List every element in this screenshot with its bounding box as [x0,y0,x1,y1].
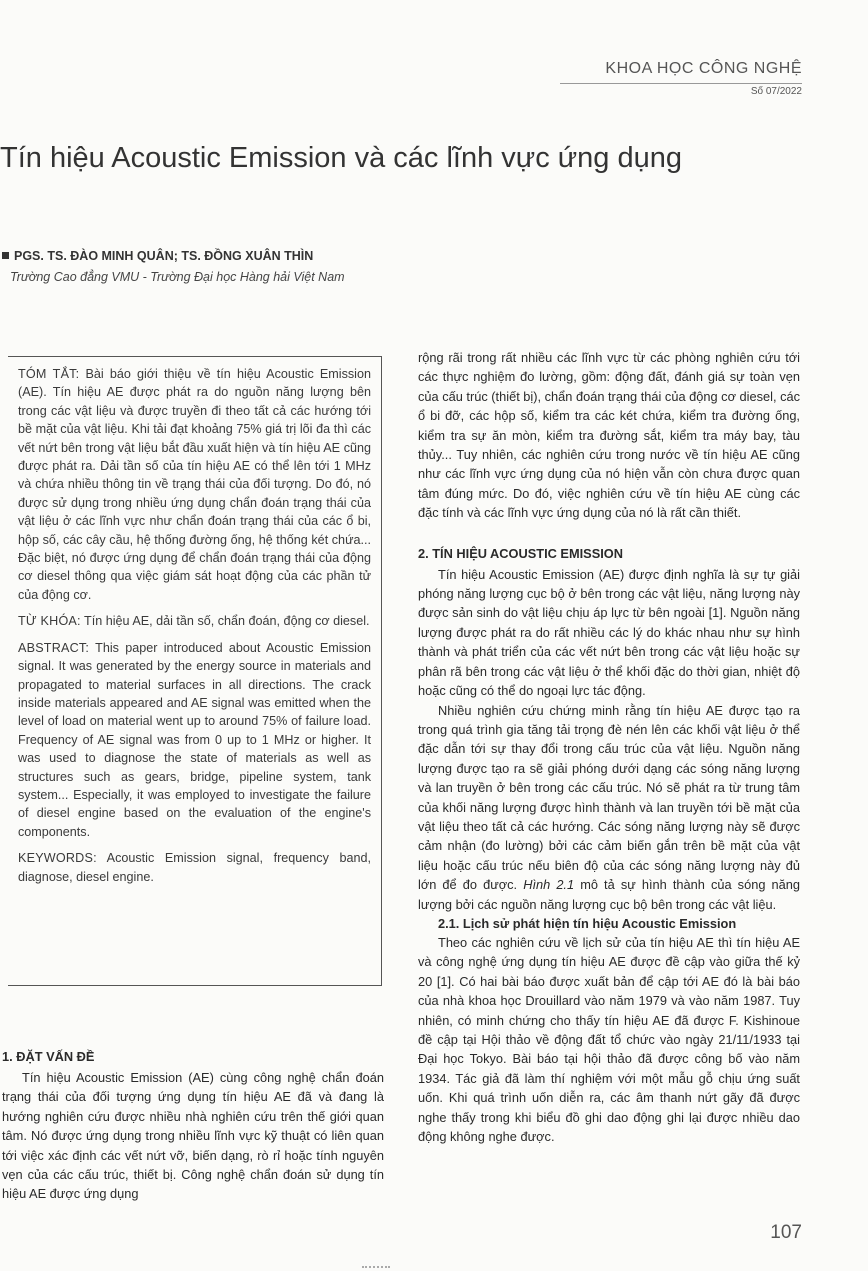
keywords-vi [18,612,371,630]
left-column [2,1048,384,1204]
journal-section-header: KHOA HỌC CÔNG NGHỆ [605,60,802,77]
subsection-2-1-heading: 2.1. Lịch sử phát hiện tín hiệu Acoustic Emission [438,915,737,931]
issue-number: Số 07/2022 [750,86,802,97]
figure-reference: Hình 2.1 [523,877,575,893]
bottom-mark [362,1266,390,1268]
page-number: 107 [770,1222,802,1243]
affiliation: Trường Cao đẳng VMU - Trường Đại học Hàng hải Việt Nam [10,270,345,284]
subsection-2-1-paragraph: Theo các nghiên cứu về lịch sử của tín hiệu AE thì tín hiệu AE và công nghệ ứng dụng tín hiệu AE được đề cập vào giữa thế kỷ 20 [1]. Có hai bài báo được xuất bản để cập tới AE đó là bài báo của nhà khoa học Drouillard vào năm 1979 và vào năm 1987. Tuy nhiên, có minh chứng cho thấy tín hiệu AE đã được F. Kishinoue đề cập tại Hội thảo về động đất tổ chức vào ngày 21/11/1933 tại Đại học Tokyo. Bài báo tại hội thảo đã được công bố vào năm 1934. Tác giả đã làm thí nghiệm với một mẫu gỗ chịu ứng suất uốn. Khi quá trình uốn diễn ra, các âm thanh nứt gãy đã được nghe thấy trong khi biểu đồ ghi dao động ghi lại được nhiều dao động không nghe được. [418,934,800,1145]
right-column [418,348,800,1146]
section-2-heading: 2. TÍN HIỆU ACOUSTIC EMISSION [418,545,624,561]
section-2-paragraph-2-b: mô tả sự hình thành của sóng năng lượng bởi các nguồn năng lượng cục bộ bên trong các vật liệu. [418,877,800,912]
abstract-box [8,356,382,986]
bullet-square-icon [2,252,9,259]
abstract-en [18,639,371,841]
keywords-en-label: KEYWORDS: [18,851,97,866]
author-names: PGS. TS. ĐÀO MINH QUÂN; TS. ĐỒNG XUÂN THÌN [14,249,314,263]
section-2-paragraph-1: Tín hiệu Acoustic Emission (AE) được định nghĩa là sự tự giải phóng năng lượng cục bộ ở bên trong các vật liệu, năng lượng này được sản sinh do vật liệu chịu áp lực từ bên ngoài [1]. Nguồn năng lượng được phát ra do rất nhiều các lý do khác nhau như sự hình thành và phát triển của các vết nứt bên trong các vật liệu hoặc sự phân rã bên trong các vật liệu ở thể khối đặc do thời gian, nhiệt độ hoặc cũng có thể do ngoại lực tác động. [418,566,800,699]
abstract-en-text: This paper introduced about Acoustic Emission signal. It was generated by the energy source in materials and propagated to material surfaces in all directions. The crack inside materials appeared and AE signal was emitted when the level of load on material went up to around 75% of failure load. Frequency of AE signal was from 0 up to 1 MHz or higher. It was used to diagnose the state of materials as well as structures such as gears, bridge, pipeline system, tank system... Especially, it was employed to investigate the failure of diesel engine based on the evaluation of the engine's components. [18,640,371,839]
authors [2,249,313,263]
section-1-paragraph: Tín hiệu Acoustic Emission (AE) cùng công nghệ chẩn đoán trạng thái của đối tượng ứng dụng tín hiệu AE đã và đang là hướng nghiên cứu được nhiều nhà nghiên cứu trên thế giới quan tâm. Nó được ứng dụng trong nhiều lĩnh vực kỹ thuật có liên quan tới việc xác định các vết nứt vỡ, biến dạng, rò rỉ hoặc tính nguyên vẹn của các cấu trúc, thiết bị. Công nghệ chẩn đoán sử dụng tín hiệu AE được ứng dụng [2,1070,384,1202]
keywords-vi-label: TỪ KHÓA: [18,614,81,629]
section-1-heading: 1. ĐẶT VẤN ĐỀ [2,1049,95,1064]
keywords-vi-text: Tín hiệu AE, dải tần số, chẩn đoán, động cơ diesel. [80,614,370,629]
section-2-paragraph-2 [418,701,800,914]
section-2-paragraph-2-a: Nhiều nghiên cứu chứng minh rằng tín hiệu AE được tạo ra trong quá trình gia tăng tải trọng đè nén lên các khối vật liệu ở thể đặc dẫn tới sự thay đổi trong cấu trúc của vật liệu. Nguồn năng lượng được tạo ra sẽ giải phóng dưới dạng các sóng năng lượng và lan truyền ở bên trong các cấu trúc. Nó sẽ phát ra từ trung tâm của khối năng lượng được hình thành và lan truyền tới bề mặt của vật liệu theo tất cả các hướng. Các sóng năng lượng này sẽ được cảm nhận (đo lường) bởi các cảm biến gắn trên bề mặt của vật liệu hoặc cấu trúc nếu biên độ của các sóng năng lượng này đủ lớn để đo được. [418,702,800,893]
section-1-paragraph-continued: rộng rãi trong rất nhiều các lĩnh vực từ các phòng nghiên cứu tới các thực nghiệm đo lường, gồm: động đất, đánh giá sự toàn vẹn của cấu trúc (thiết bị), chẩn đoán trạng thái của động cơ diesel, các ổ bi đỡ, các hộp số, kiểm tra các két chứa, kiểm tra đường ống, kiểm tra sự ăn mòn, kiểm tra đường sắt, kiểm tra máy bay, tàu thủy... Tuy nhiên, các nghiên cứu trong nước về tín hiệu AE cũng như các lĩnh vực ứng dụng của nó hiện vẫn còn chưa được quan tâm đúng mức. Do đó, việc nghiên cứu về tín hiệu AE cùng các đặc tính và các lĩnh vực ứng dụng của nó là rất cần thiết. [418,350,800,521]
article-title: Tín hiệu Acoustic Emission và các lĩnh vực ứng dụng [0,142,682,174]
abstract-vi-text: Bài báo giới thiệu về tín hiệu Acoustic Emission (AE). Tín hiệu AE được phát ra do nguồn năng lượng bên trong các vật liệu và được truyền đi theo tất cả các hướng tới bề mặt của vật liệu. Khi tải đạt khoảng 75% giá trị lõi đa thì các vết nứt bên trong vật liệu bắt đầu xuất hiện và tín hiệu AE cũng được phát ra. Dải tần số của tín hiệu AE có thể lên tới 1 MHz và chứa nhiều thông tin về trạng thái của đối tượng. Do đó, nó được sử dụng trong nhiều ứng dụng chẩn đoán trạng thái của vật liệu ở các lĩnh vực như chẩn đoán trạng thái của các ổ bi, hộp số, các cây cầu, hệ thống đường ống, hệ thống két chứa... Đặc biệt, nó được ứng dụng để chẩn đoán trạng thái của động cơ diesel thông qua việc giám sát hoạt động của các phần tử của động cơ. [18,367,371,602]
abstract-en-label: ABSTRACT: [18,640,90,655]
abstract-vi-label: TÓM TẮT: [18,367,80,381]
header-rule [560,83,802,84]
keywords-en-text: Acoustic Emission signal, frequency band, diagnose, diesel engine. [18,851,371,884]
keywords-en [18,849,371,886]
abstract-vi [18,365,371,604]
